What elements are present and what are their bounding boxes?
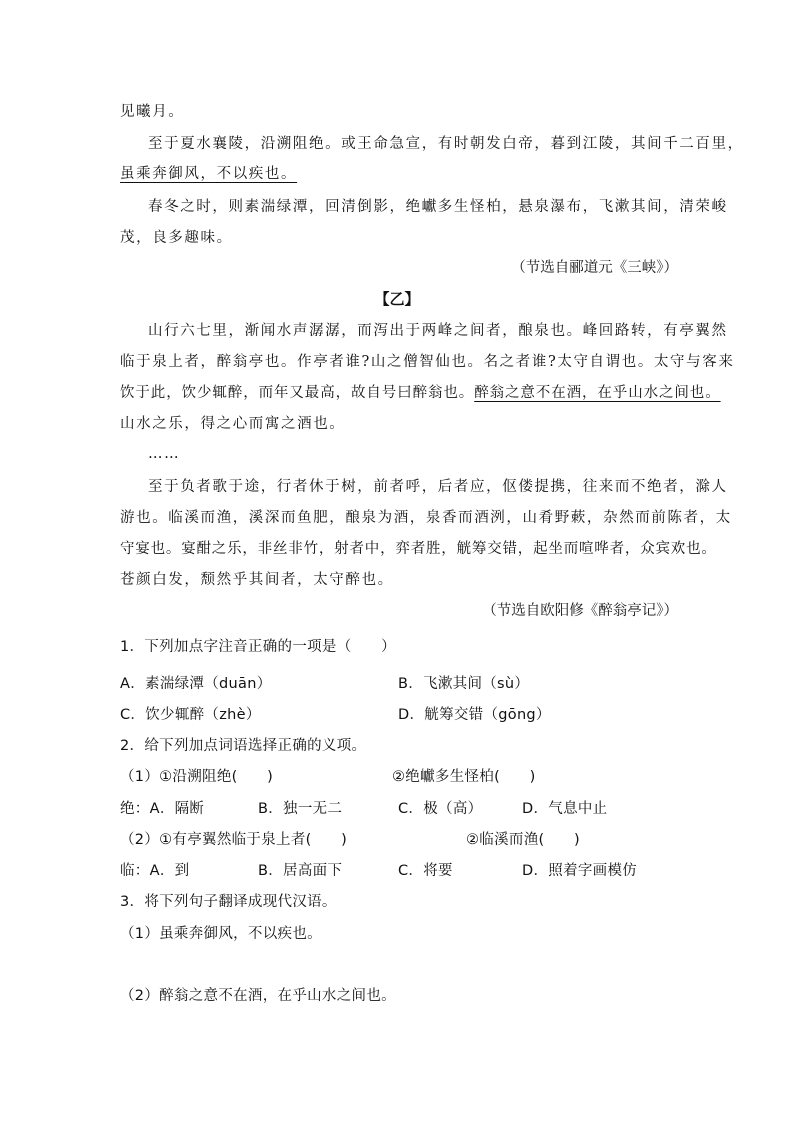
- yi-para1-line-3: [120, 383, 721, 403]
- q2-jue-option-c: C．极（高）: [398, 801, 483, 817]
- yi-underlined-sentence: 醉翁之意不在酒，在乎山水之间也。: [474, 385, 721, 401]
- yi-para1-line-2: 临于泉上者，醉翁亭也。作亭者谁?山之僧智仙也。名之者谁?太守自谓也。太守与客来: [120, 354, 735, 370]
- yi-para1-line-4: 山水之乐，得之心而寓之酒也。: [120, 416, 346, 432]
- q1-stem: 1．下列加点字注音正确的一项是（ ）: [120, 639, 396, 655]
- q3-sentence-1: （1）虽乘奔御风，不以疾也。: [120, 926, 322, 942]
- q2-lin-option-a: A．到: [149, 863, 190, 879]
- q2-jue-label: 绝：: [120, 801, 150, 817]
- yi-para2-line-1: 至于负者歌于途，行者休于树，前者呼，后者应，伛偻提携，往来而不绝者，滁人: [148, 479, 728, 495]
- yi-para1-line-3-text: 饮于此，饮少辄醉，而年又最高，故自号曰醉翁也。: [120, 385, 475, 401]
- q2-lin-prefix: [120, 861, 189, 881]
- jia-source: （节选自郦道元《三峡》）: [511, 260, 678, 276]
- q2-lin-option-c: C．将要: [398, 863, 453, 879]
- q2-jue-option-a: A．隔断: [149, 801, 205, 817]
- jia-para2-line-2-underlined: 虽乘奔御风，不以疾也。: [120, 166, 298, 182]
- yi-para2-line-3: 守宴也。宴酣之乐，非丝非竹，射者中，弈者胜，觥筹交错，起坐而喧哗者，众宾欢也。: [120, 541, 717, 557]
- q2-lin-option-b: B．居高面下: [258, 863, 343, 879]
- q2-stem: 2．给下列加点词语选择正确的义项。: [120, 738, 367, 754]
- q2-part2-right: ②临溪而渔( ): [466, 832, 581, 848]
- jia-para2-line-1: 至于夏水襄陵，沿溯阻绝。或王命急宣，有时朝发白帝，暮到江陵，其间千二百里，: [148, 136, 744, 152]
- q2-part2-left: （2）①有亭翼然临于泉上者( ): [120, 832, 348, 848]
- yi-source: （节选自欧阳修《醉翁亭记》）: [482, 603, 678, 619]
- q1-option-b: B．飞漱其间（sù）: [398, 676, 530, 692]
- jia-para3-line-1: 春冬之时，则素湍绿潭，回清倒影，绝巘多生怪柏，悬泉瀑布，飞漱其间，清荣峻: [148, 199, 728, 215]
- q1-option-d: D．觥筹交错（gōng）: [398, 707, 551, 723]
- yi-para1-line-1: 山行六七里，渐闻水声潺潺，而泻出于两峰之间者，酿泉也。峰回路转，有亭翼然: [148, 323, 728, 339]
- q3-stem: 3．将下列句子翻译成现代汉语。: [120, 894, 337, 910]
- q2-jue-option-d: D．气息中止: [522, 801, 608, 817]
- yi-para2-line-4: 苍颜白发，颓然乎其间者，太守醉也。: [120, 572, 394, 588]
- jia-para3-line-2: 茂，良多趣味。: [120, 230, 233, 246]
- yi-heading: 【乙】: [374, 290, 420, 308]
- q3-sentence-2: （2）醉翁之意不在酒，在乎山水之间也。: [120, 988, 396, 1004]
- q2-lin-label: 临：: [120, 863, 150, 879]
- q2-jue-option-b: B．独一无二: [258, 801, 343, 817]
- q2-jue-prefix: [120, 799, 204, 819]
- q1-option-a: A．素湍绿潭（duān）: [120, 676, 272, 692]
- q2-part1-left: （1）①沿溯阻绝( ): [120, 769, 274, 785]
- yi-ellipsis: ……: [148, 446, 181, 462]
- yi-para2-line-2: 游也。临溪而渔，溪深而鱼肥，酿泉为酒，泉香而酒洌，山肴野蔌，杂然而前陈者，太: [120, 510, 732, 526]
- q2-lin-option-d: D．照着字画模仿: [522, 863, 638, 879]
- q2-part1-right: ②绝巘多生怪柏( ): [392, 769, 536, 785]
- q1-option-c: C．饮少辄醉（zhè）: [120, 707, 261, 723]
- jia-line-1: 见曦月。: [120, 104, 185, 120]
